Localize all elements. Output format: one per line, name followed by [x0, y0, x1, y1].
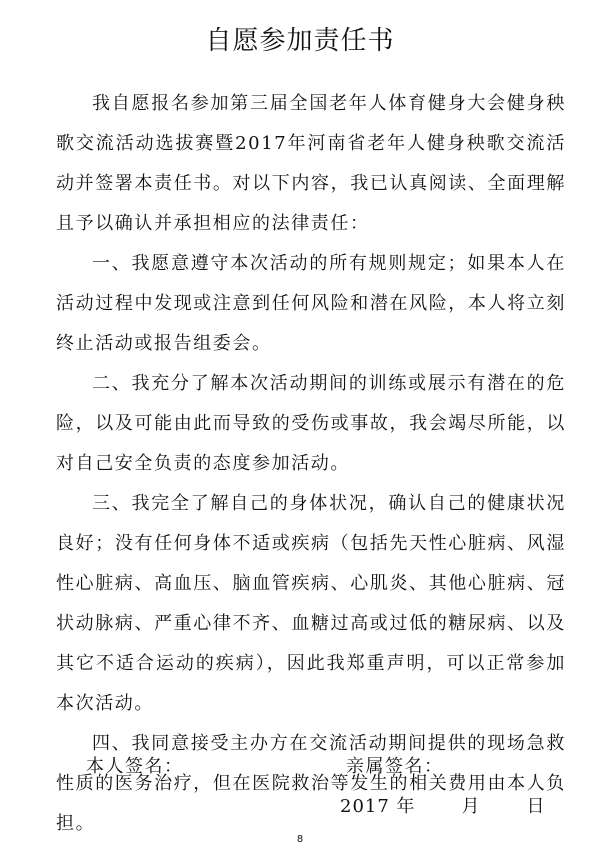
date-line — [340, 792, 546, 818]
document-title: 自愿参加责任书 — [205, 26, 395, 56]
document-body — [56, 84, 566, 844]
clause-1-paragraph: 一、我愿意遵守本次活动的所有规则规定；如果本人在活动过程中发现或注意到任何风险和潜在风险，本人将立刻终止活动或报告组委会。 — [56, 253, 566, 354]
clause-2-paragraph: 二、我充分了解本次活动期间的训练或展示有潜在的危险，以及可能由此而导致的受伤或事故，我会竭尽所能，以对自己安全负责的态度参加活动。 — [56, 373, 566, 474]
date-day: 日 — [526, 796, 546, 817]
page-number: 8 — [296, 834, 304, 845]
self-signature-label: 本人签名： — [86, 756, 184, 777]
clause-3-paragraph: 三、我完全了解自己的身体状况，确认自己的健康状况良好；没有任何身体不适或疾病（包括先天性心脏病、风湿性心脏病、高血压、脑血管疾病、心肌炎、其他心脏病、冠状动脉病、严重心律不齐、血糖过高或过低的糖尿病、以及其它不适合运动的疾病），因此我郑重声明，可以正常参加本次活动。 — [56, 493, 566, 714]
date-year: 2017 年 — [340, 796, 416, 817]
relative-signature-label: 亲属签名： — [346, 756, 444, 777]
clause-4-paragraph: 四、我同意接受主办方在交流活动期间提供的现场急救性质的医务治疗，但在医院救治等发生的相关费用由本人负担。 — [56, 733, 566, 834]
intro-paragraph: 我自愿报名参加第三届全国老年人体育健身大会健身秧歌交流活动选拔赛暨2017年河南省老年人健身秧歌交流活动并签署本责任书。对以下内容，我已认真阅读、全面理解且予以确认并承担相应的法律责任： — [56, 93, 566, 234]
date-month: 月 — [461, 796, 481, 817]
